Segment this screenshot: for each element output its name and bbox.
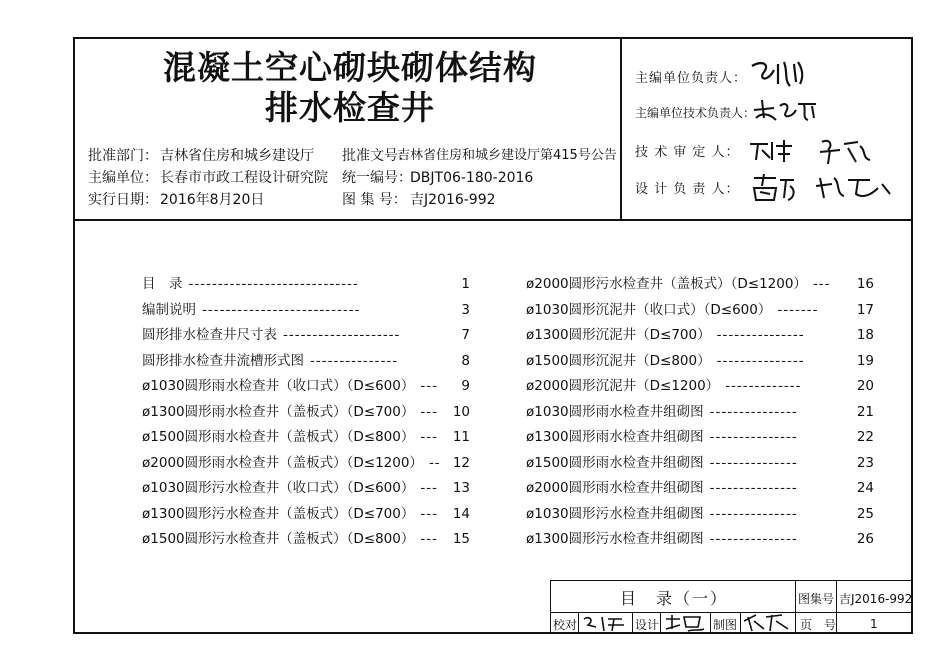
toc-entry-title: 圆形排水检查井尺寸表 [142,327,277,343]
toc-entry-title: ø1030圆形雨水检查井（收口式）（D≤600） [142,378,415,394]
title-line-2: 排水检查井 [265,88,435,127]
toc-entry-page: 12 [452,454,470,471]
toc-entry-leader: --------------------------- [202,301,361,318]
toc-entry-page: 8 [461,352,470,369]
toc-entry-title: ø1500圆形雨水检查井组砌图 [526,454,704,471]
title-line-1: 混凝土空心砌块砌体结构 [163,48,537,87]
atlas-no-tb-label: 图集号 [798,592,835,606]
toc-entry-page: 10 [452,403,470,420]
title-block-cell4 [710,612,711,634]
toc-entry-title: ø1300圆形雨水检查井组砌图 [526,429,704,445]
title-block-top [550,580,913,581]
toc-entry-leader: --------------- [709,454,798,471]
toc-entry-title: ø1300圆形沉泥井（D≤700） [526,327,711,343]
editor-unit: 长春市市政工程设计研究院 [160,170,328,186]
chief-unit-label: 主编单位负责人： [635,71,748,86]
toc-entry-leader: --------------- [709,403,798,420]
toc-entry-page: 23 [856,454,874,471]
toc-entry-page: 22 [856,429,874,445]
page-label: 页 号 [800,618,837,632]
toc-entry-title: ø1500圆形雨水检查井（盖板式）（D≤800） [142,429,415,445]
toc-entry-page: 17 [856,301,874,318]
signature-divider [620,37,622,220]
signature-check [582,613,628,633]
title-block-cell5 [740,612,741,634]
toc-entry-page: 7 [461,327,470,343]
toc-entry-title: ø1500圆形污水检查井（盖板式）（D≤800） [142,531,415,547]
toc-entry-leader: -------------------- [283,327,401,343]
toc-entry-page: 25 [856,505,874,522]
approval-dept-label: 批准部门： [88,148,158,164]
unified-no-label: 统一编号： [342,170,412,186]
toc-entry-leader: --- [420,531,438,547]
signature-tech-reviewer [748,136,878,166]
toc-entry-page: 14 [452,505,470,522]
toc-entry-title: ø2000圆形沉泥井（D≤1200） [526,378,720,394]
toc-entry-title: ø1030圆形雨水检查井组砌图 [526,403,704,420]
toc-entry-leader: --------------- [716,327,805,343]
toc-entry-title: ø1030圆形沉泥井（收口式）（D≤600） [526,301,772,318]
effective-date: 2016年8月20日 [160,192,265,208]
signature-design [664,613,708,633]
toc-entry-leader: --------------- [716,352,805,369]
toc-entry-leader: --- [420,429,438,445]
toc-entry-title: ø1300圆形污水检查井组砌图 [526,531,704,547]
toc-entry-page: 13 [452,480,470,496]
check-label: 校对 [553,618,578,632]
toc-entry-page: 20 [856,378,874,394]
toc-entry-title: ø1500圆形沉泥井（D≤800） [526,352,711,369]
toc-entry-leader: --------------- [310,352,399,369]
toc-entry-leader: --------------- [709,505,798,522]
toc-entry-leader: -- [428,454,441,471]
toc-entry-leader: --------------- [709,480,798,496]
toc-entry-leader: --- [420,403,438,420]
toc-entry-page: 24 [856,480,874,496]
toc-entry-title: 编制说明 [142,301,196,318]
toc-entry-leader: --- [420,378,438,394]
toc-entry-leader: ------------- [725,378,802,394]
signature-design-lead [750,172,900,204]
atlas-no: 吉J2016-992 [410,192,496,208]
toc-entry-title: ø1300圆形污水检查井（盖板式）（D≤700） [142,505,415,522]
page-no: 1 [870,617,878,631]
toc-entry-title: 目 录 [142,276,183,292]
design-label: 设计 [635,618,660,632]
toc-entry-leader: --- [420,480,438,496]
chief-tech-label: 主编单位技术负责人： [635,106,756,120]
toc-entry-title: 圆形排水检查井流槽形式图 [142,352,304,369]
toc-entry-page: 18 [856,327,874,343]
header-divider [73,219,913,221]
toc-entry-title: ø2000圆形雨水检查井组砌图 [526,480,704,496]
toc-entry-page: 11 [452,429,470,445]
toc-entry-title: ø1300圆形雨水检查井（盖板式）（D≤700） [142,403,415,420]
toc-entry-page: 19 [856,352,874,369]
effective-date-label: 实行日期： [88,192,158,208]
approval-doc: 吉林省住房和城乡建设厅第415号公告 [397,148,617,163]
tech-reviewer-label: 技 术 审 定 人： [635,145,740,160]
atlas-no-tb: 吉J2016-992 [839,592,913,606]
title-block-cell2 [632,612,633,634]
toc-entry-title: ø1030圆形污水检查井组砌图 [526,505,704,522]
toc-entry-page: 9 [461,378,470,394]
toc-entry-leader: --- [420,505,438,522]
draw-label: 制图 [713,618,738,632]
design-lead-label: 设 计 负 责 人： [635,182,740,197]
toc-entry-title: ø2000圆形雨水检查井（盖板式）（D≤1200） [142,454,423,471]
toc-entry-leader: ----------------------------- [188,276,359,292]
signature-draw [742,611,792,633]
toc-entry-page: 1 [461,276,470,292]
editor-unit-label: 主编单位： [88,170,158,186]
toc-entry-page: 21 [856,403,874,420]
title-block-cell3 [660,612,661,634]
toc-entry-title: ø1030圆形污水检查井（收口式）（D≤600） [142,480,415,496]
toc-entry-leader: --------------- [709,531,798,547]
sheet-title: 目 录（一） [620,589,729,608]
toc-entry-page: 26 [856,531,874,547]
toc-entry-leader: --------------- [709,429,798,445]
toc-entry-page: 3 [461,301,470,318]
atlas-no-label: 图 集 号： [342,192,407,208]
approval-dept: 吉林省住房和城乡建设厅 [160,148,314,164]
title-block-left [550,580,551,634]
title-block-sep1 [795,580,796,634]
toc-entry-leader: ------- [777,301,819,318]
toc-entry-page: 15 [452,531,470,547]
title-block-sep2 [836,580,837,634]
title-block-cell1 [578,612,579,634]
toc-entry-leader: --- [812,276,831,292]
approval-doc-label: 批准文号： [342,148,412,164]
toc-entry-page: 16 [856,276,874,292]
signature-chief-tech [752,96,822,124]
signature-chief-unit [748,58,808,88]
unified-no: DBJT06-180-2016 [410,170,534,186]
toc-entry-title: ø2000圆形污水检查井（盖板式）（D≤1200） [526,276,807,292]
